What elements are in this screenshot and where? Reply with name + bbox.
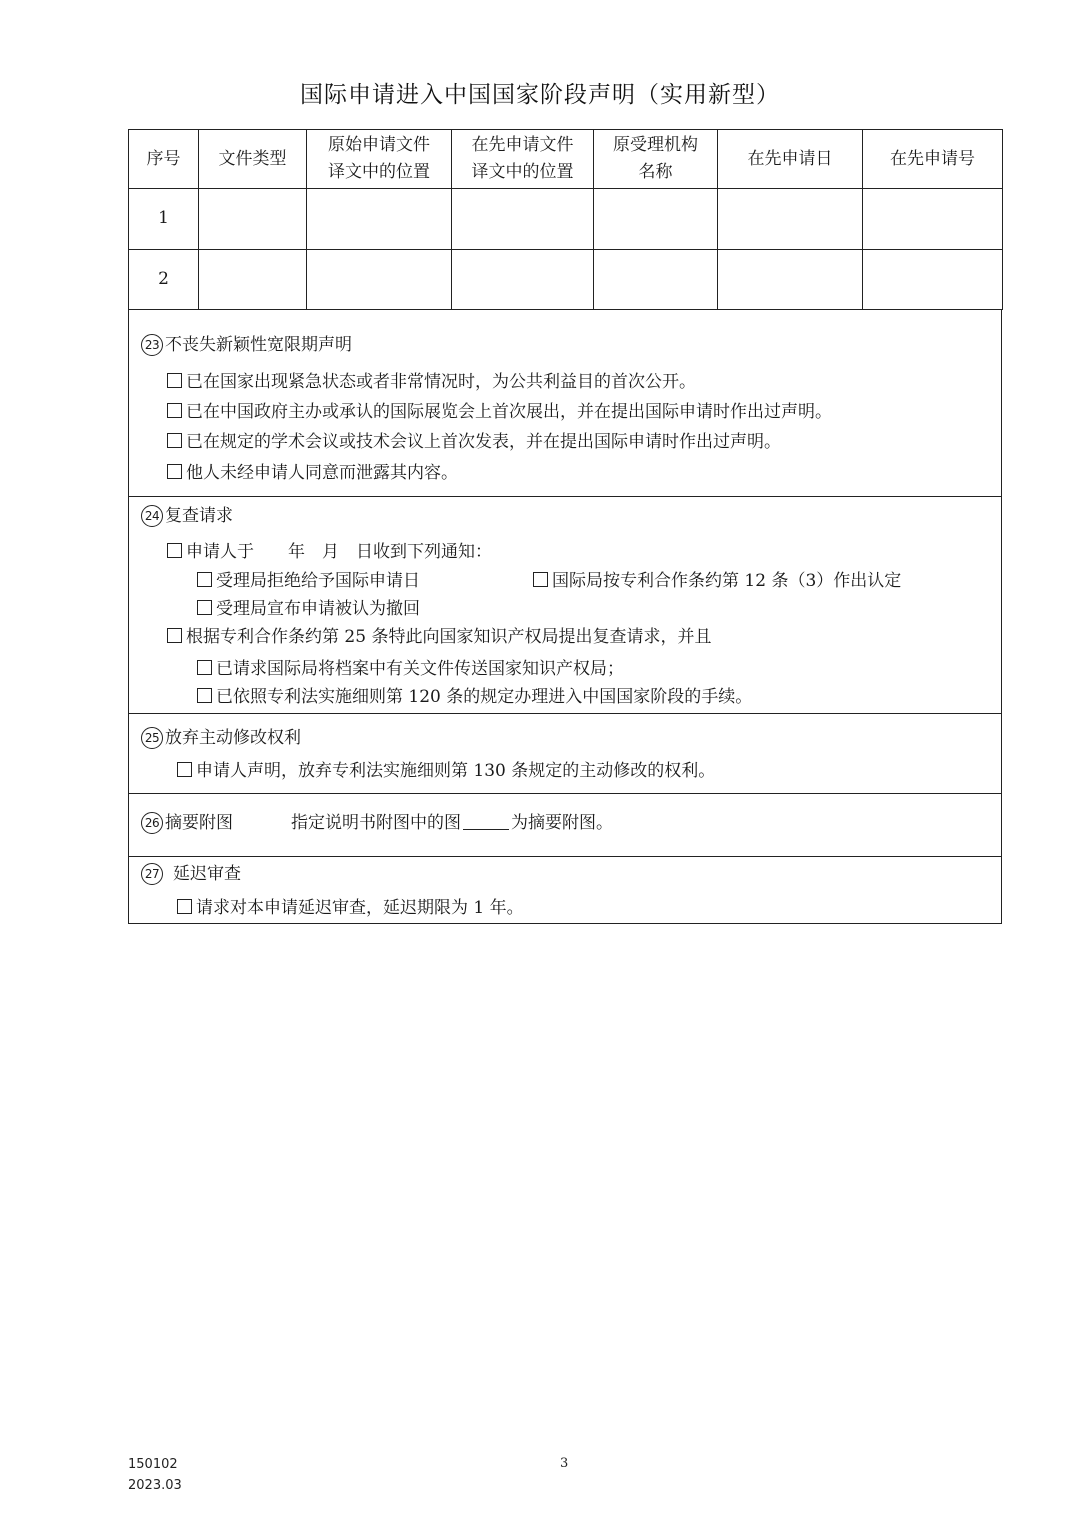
grace-option-2[interactable]: 已在中国政府主办或承认的国际展览会上首次展出，并在提出国际申请时作出过声明。: [167, 401, 832, 423]
section-heading: 不丧失新颖性宽限期声明: [165, 335, 352, 355]
form-code: 150102: [128, 1457, 178, 1472]
table-cell[interactable]: [199, 189, 307, 250]
table-cell[interactable]: [452, 249, 594, 310]
col-header-receiving-office: 原受理机构 名称: [594, 130, 718, 189]
review-request-option[interactable]: 根据专利合作条约第 25 条特此向国家知识产权局提出复查请求，并且: [167, 626, 711, 648]
section-heading: 摘要附图: [165, 813, 233, 833]
col-header-number: 序号: [129, 130, 199, 189]
checkbox[interactable]: [197, 688, 212, 703]
section-heading: 延迟审查: [173, 864, 241, 884]
table-cell[interactable]: [718, 189, 863, 250]
section-grace-period: [128, 310, 1002, 497]
notice-option-refused[interactable]: 受理局拒绝给予国际申请日: [197, 570, 420, 592]
checkbox[interactable]: [167, 543, 182, 558]
figure-number-field[interactable]: [463, 813, 509, 830]
table-row: [129, 249, 1003, 310]
table-cell[interactable]: [863, 189, 1003, 250]
grace-option-3[interactable]: 已在规定的学术会议或技术会议上首次发表，并在提出国际申请时作出过声明。: [167, 431, 781, 453]
checkbox[interactable]: [533, 572, 548, 587]
checkbox[interactable]: [177, 899, 192, 914]
section-review-request: [128, 497, 1002, 714]
section-heading: 复查请求: [165, 506, 233, 526]
checkbox[interactable]: [167, 433, 182, 448]
applicant-notice-option[interactable]: 申请人于 年 月 日收到下列通知：: [167, 541, 492, 563]
checkbox[interactable]: [167, 403, 182, 418]
section-number-25: 25: [141, 727, 163, 749]
checkbox[interactable]: [167, 628, 182, 643]
table-header-row: [129, 130, 1003, 189]
row-number: 2: [129, 249, 199, 310]
page-number: 3: [560, 1456, 569, 1471]
abstract-figure-text-end: 为摘要附图。: [511, 813, 613, 833]
checkbox[interactable]: [197, 660, 212, 675]
table-cell[interactable]: [594, 249, 718, 310]
section-number-23: 23: [141, 334, 163, 356]
col-header-original-position: 原始申请文件 译文中的位置: [307, 130, 452, 189]
checkbox[interactable]: [197, 600, 212, 615]
table-cell[interactable]: [307, 189, 452, 250]
table-cell[interactable]: [594, 189, 718, 250]
table-row: [129, 189, 1003, 250]
notice-option-withdrawn[interactable]: 受理局宣布申请被认为撤回: [197, 598, 420, 620]
checkbox[interactable]: [167, 464, 182, 479]
table-cell[interactable]: [452, 189, 594, 250]
review-sub-option-1[interactable]: 已请求国际局将档案中有关文件传送国家知识产权局；: [197, 658, 624, 680]
col-header-prior-number: 在先申请号: [863, 130, 1003, 189]
checkbox[interactable]: [197, 572, 212, 587]
grace-option-4[interactable]: 他人未经申请人同意而泄露其内容。: [167, 462, 458, 484]
section-heading: 放弃主动修改权利: [165, 728, 301, 748]
checkbox[interactable]: [167, 373, 182, 388]
table-cell[interactable]: [863, 249, 1003, 310]
col-header-file-type: 文件类型: [199, 130, 307, 189]
table-cell[interactable]: [199, 249, 307, 310]
section-waive-amendment: [128, 714, 1002, 794]
section-deferred-examination: [128, 857, 1002, 924]
grace-option-1[interactable]: 已在国家出现紧急状态或者非常情况时，为公共利益目的首次公开。: [167, 371, 696, 393]
waive-amendment-option[interactable]: 申请人声明，放弃专利法实施细则第 130 条规定的主动修改的权利。: [177, 760, 715, 782]
priority-documents-table: [128, 129, 1003, 310]
section-number-27: 27: [141, 863, 163, 885]
abstract-figure-text: 指定说明书附图中的图: [291, 813, 461, 833]
section-number-24: 24: [141, 505, 163, 527]
col-header-prior-position: 在先申请文件 译文中的位置: [452, 130, 594, 189]
checkbox[interactable]: [177, 762, 192, 777]
section-abstract-figure: [128, 794, 1002, 857]
col-header-prior-date: 在先申请日: [718, 130, 863, 189]
table-cell[interactable]: [718, 249, 863, 310]
notice-option-ib-finding[interactable]: 国际局按专利合作条约第 12 条（3）作出认定: [533, 570, 901, 592]
table-cell[interactable]: [307, 249, 452, 310]
form-date: 2023.03: [128, 1478, 182, 1493]
page-title: 国际申请进入中国国家阶段声明（实用新型）: [300, 82, 780, 108]
review-sub-option-2[interactable]: 已依照专利法实施细则第 120 条的规定办理进入中国国家阶段的手续。: [197, 686, 752, 708]
section-number-26: 26: [141, 812, 163, 834]
row-number: 1: [129, 189, 199, 250]
deferred-examination-option[interactable]: 请求对本申请延迟审查，延迟期限为 1 年。: [177, 897, 524, 919]
